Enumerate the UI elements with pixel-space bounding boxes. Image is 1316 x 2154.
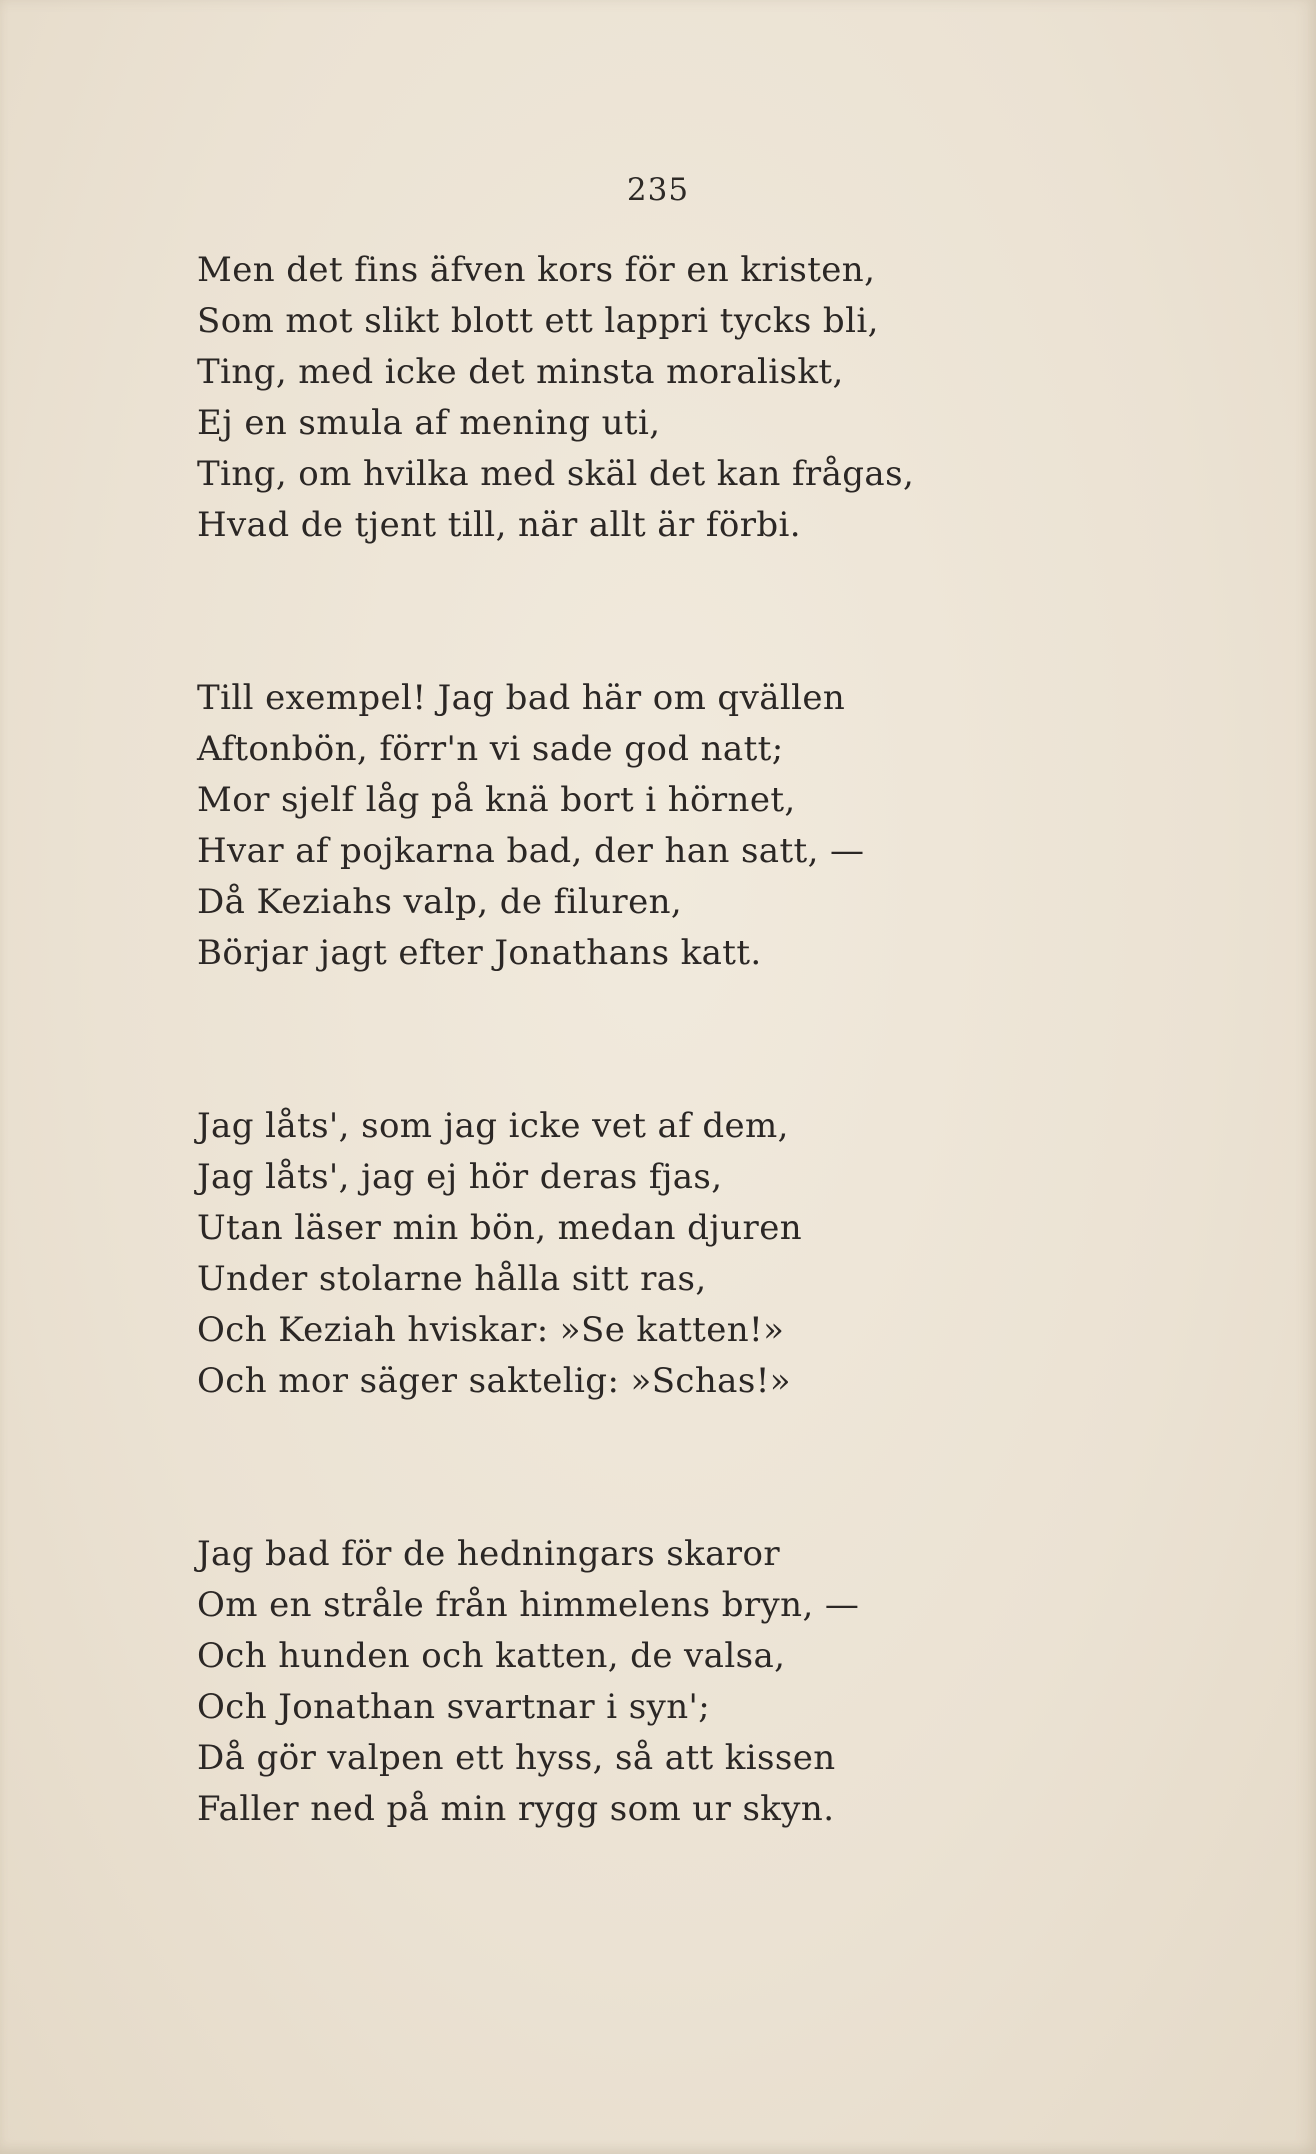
poem-line: Om en stråle från himmelens bryn, — <box>197 1585 860 1625</box>
poem-line: Faller ned på min rygg som ur skyn. <box>197 1789 835 1829</box>
poem-line: Men det fins äfven kors för en kristen, <box>197 250 876 290</box>
poem-line: Jag låts', som jag icke vet af dem, <box>197 1106 789 1146</box>
poem-line: Då gör valpen ett hyss, så att kissen <box>197 1738 836 1778</box>
poem-line: Hvad de tjent till, när allt är förbi. <box>197 505 801 545</box>
poem-line: Jag bad för de hedningars skaror <box>197 1534 780 1574</box>
poem-line: Och Jonathan svartnar i syn'; <box>197 1687 711 1727</box>
poem-line: Och Keziah hviskar: »Se katten!» <box>197 1310 785 1350</box>
poem-line: Mor sjelf låg på knä bort i hörnet, <box>197 780 796 820</box>
poem-line: Och mor säger saktelig: »Schas!» <box>197 1361 791 1401</box>
poem-line: Som mot slikt blott ett lappri tycks bli, <box>197 301 879 341</box>
poem-line: Ej en smula af mening uti, <box>197 403 661 443</box>
poem-line: Till exempel! Jag bad här om qvällen <box>197 678 846 718</box>
stanza-3 <box>197 1101 1197 1407</box>
stanza-4 <box>197 1529 1197 1835</box>
poem-line: Hvar af pojkarna bad, der han satt, — <box>197 831 865 871</box>
poem-line: Och hunden och katten, de valsa, <box>197 1636 786 1676</box>
poem-line: Aftonbön, förr'n vi sade god natt; <box>197 729 784 769</box>
poem-line: Utan läser min bön, medan djuren <box>197 1208 803 1248</box>
poem-line: Ting, om hvilka med skäl det kan frågas, <box>197 454 915 494</box>
poem-line: Under stolarne hålla sitt ras, <box>197 1259 707 1299</box>
poem-line: Då Keziahs valp, de filuren, <box>197 882 683 922</box>
poem-line: Börjar jagt efter Jonathans katt. <box>197 933 762 973</box>
poem-line: Ting, med icke det minsta moraliskt, <box>197 352 844 392</box>
stanza-2 <box>197 673 1197 979</box>
page-number: 235 <box>626 172 690 208</box>
poem <box>197 245 1197 1835</box>
stanza-1 <box>197 245 1197 551</box>
poem-line: Jag låts', jag ej hör deras fjas, <box>197 1157 723 1197</box>
